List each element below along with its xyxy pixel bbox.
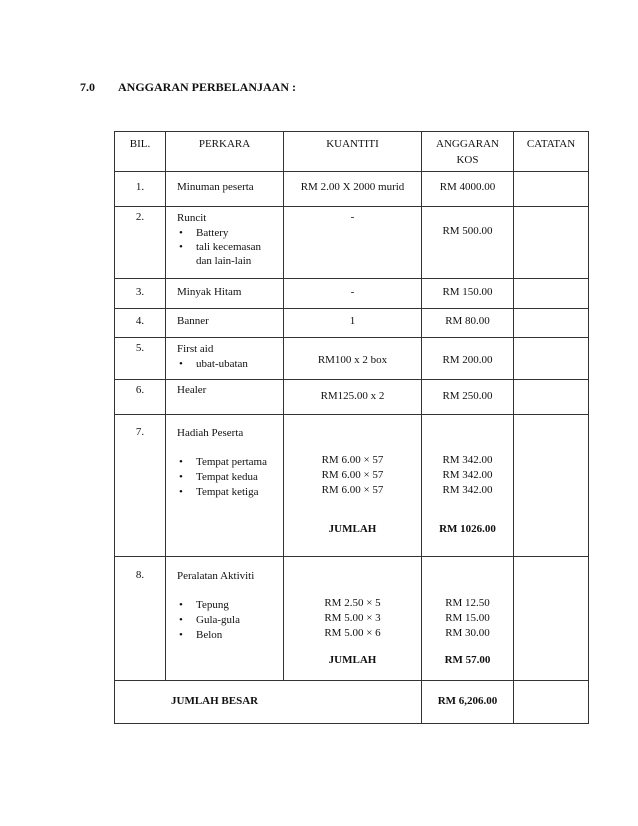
table-row	[115, 279, 589, 309]
list-item: • Battery	[177, 226, 279, 240]
row-perkara-cell	[166, 557, 284, 681]
table-row	[115, 380, 589, 415]
kuantiti-line: RM 2.50 × 5	[324, 597, 381, 609]
list-item: • ubat-ubatan	[177, 357, 279, 371]
grand-total-catatan	[514, 681, 589, 724]
row-catatan	[514, 207, 589, 279]
row-bil: 8.	[115, 557, 166, 681]
row-kuantiti: -	[284, 207, 422, 279]
anggaran-line: RM 30.00	[445, 627, 490, 639]
row-anggaran: RM 80.00	[422, 309, 514, 338]
row-catatan	[514, 415, 589, 557]
row-bil: 5.	[115, 338, 166, 380]
header-catatan: CATATAN	[514, 132, 589, 172]
row-catatan	[514, 172, 589, 207]
section-title: ANGGARAN PERBELANJAAN :	[118, 80, 297, 94]
row-perkara-cell	[166, 207, 284, 279]
row-perkara: First aid	[177, 343, 214, 355]
row-perkara: Healer	[166, 380, 284, 415]
kuantiti-line: RM 6.00 × 57	[321, 454, 384, 466]
table-row	[115, 309, 589, 338]
row-kuantiti: RM125.00 x 2	[284, 380, 422, 415]
subtotal-label: JUMLAH	[328, 523, 377, 535]
row-perkara: Peralatan Aktiviti	[177, 570, 255, 582]
header-perkara: PERKARA	[166, 132, 284, 172]
anggaran-line: RM 15.00	[445, 612, 490, 624]
table-row	[115, 557, 589, 681]
section-number: 7.0	[80, 80, 95, 94]
row-anggaran: RM 500.00	[422, 207, 514, 279]
anggaran-line: RM 342.00	[442, 469, 493, 481]
section-heading	[80, 80, 296, 95]
item-list	[177, 357, 279, 371]
grand-total-row	[115, 681, 589, 724]
row-perkara: Banner	[166, 309, 284, 338]
table-row	[115, 338, 589, 380]
row-kuantiti: -	[284, 279, 422, 309]
list-item: • Tempat pertama	[177, 455, 279, 470]
grand-total-value: RM 6,206.00	[422, 681, 514, 724]
header-anggaran-kos: ANGGARAN KOS	[422, 132, 514, 172]
list-item: • Tempat kedua	[177, 470, 279, 485]
row-bil: 2.	[115, 207, 166, 279]
row-kuantiti: RM100 x 2 box	[284, 338, 422, 380]
row-perkara: Runcit	[177, 212, 207, 224]
row-anggaran: RM 250.00	[422, 380, 514, 415]
anggaran-line: RM 342.00	[442, 484, 493, 496]
list-item: • tali kecemasan dan lain-lain	[177, 240, 279, 268]
row-anggaran-cell	[422, 557, 514, 681]
row-catatan	[514, 338, 589, 380]
row-kuantiti: 1	[284, 309, 422, 338]
table-row	[115, 172, 589, 207]
row-catatan	[514, 309, 589, 338]
row-catatan	[514, 380, 589, 415]
row-anggaran: RM 150.00	[422, 279, 514, 309]
row-bil: 3.	[115, 279, 166, 309]
list-item: • Gula-gula	[177, 613, 279, 628]
row-kuantiti: RM 2.00 X 2000 murid	[284, 172, 422, 207]
header-kuantiti: KUANTITI	[284, 132, 422, 172]
kuantiti-line: RM 6.00 × 57	[321, 484, 384, 496]
anggaran-line: RM 12.50	[445, 597, 490, 609]
item-list	[177, 455, 279, 500]
row-anggaran: RM 4000.00	[422, 172, 514, 207]
row-kuantiti-cell	[284, 557, 422, 681]
header-bil: BIL.	[115, 132, 166, 172]
header-row	[115, 132, 589, 172]
subtotal-label: JUMLAH	[328, 654, 377, 666]
item-list	[177, 598, 279, 643]
list-item: • Tempat ketiga	[177, 485, 279, 500]
list-item: • Tepung	[177, 598, 279, 613]
budget-table	[114, 131, 589, 724]
row-bil: 6.	[115, 380, 166, 415]
row-perkara: Minuman peserta	[166, 172, 284, 207]
anggaran-line: RM 342.00	[442, 454, 493, 466]
row-bil: 4.	[115, 309, 166, 338]
row-perkara: Hadiah Peserta	[177, 427, 244, 439]
list-item: • Belon	[177, 628, 279, 643]
row-bil: 7.	[115, 415, 166, 557]
row-bil: 1.	[115, 172, 166, 207]
row-catatan	[514, 557, 589, 681]
row-perkara: Minyak Hitam	[166, 279, 284, 309]
row-perkara-cell	[166, 415, 284, 557]
table-row	[115, 415, 589, 557]
row-catatan	[514, 279, 589, 309]
kuantiti-line: RM 5.00 × 6	[324, 627, 381, 639]
subtotal-value: RM 1026.00	[439, 523, 496, 535]
item-list	[177, 226, 279, 268]
kuantiti-line: RM 5.00 × 3	[324, 612, 381, 624]
row-anggaran: RM 200.00	[422, 338, 514, 380]
row-anggaran-cell	[422, 415, 514, 557]
row-perkara-cell	[166, 338, 284, 380]
subtotal-value: RM 57.00	[444, 654, 491, 666]
table-row	[115, 207, 589, 279]
kuantiti-line: RM 6.00 × 57	[321, 469, 384, 481]
row-kuantiti-cell	[284, 415, 422, 557]
grand-total-label: JUMLAH BESAR	[115, 681, 422, 724]
